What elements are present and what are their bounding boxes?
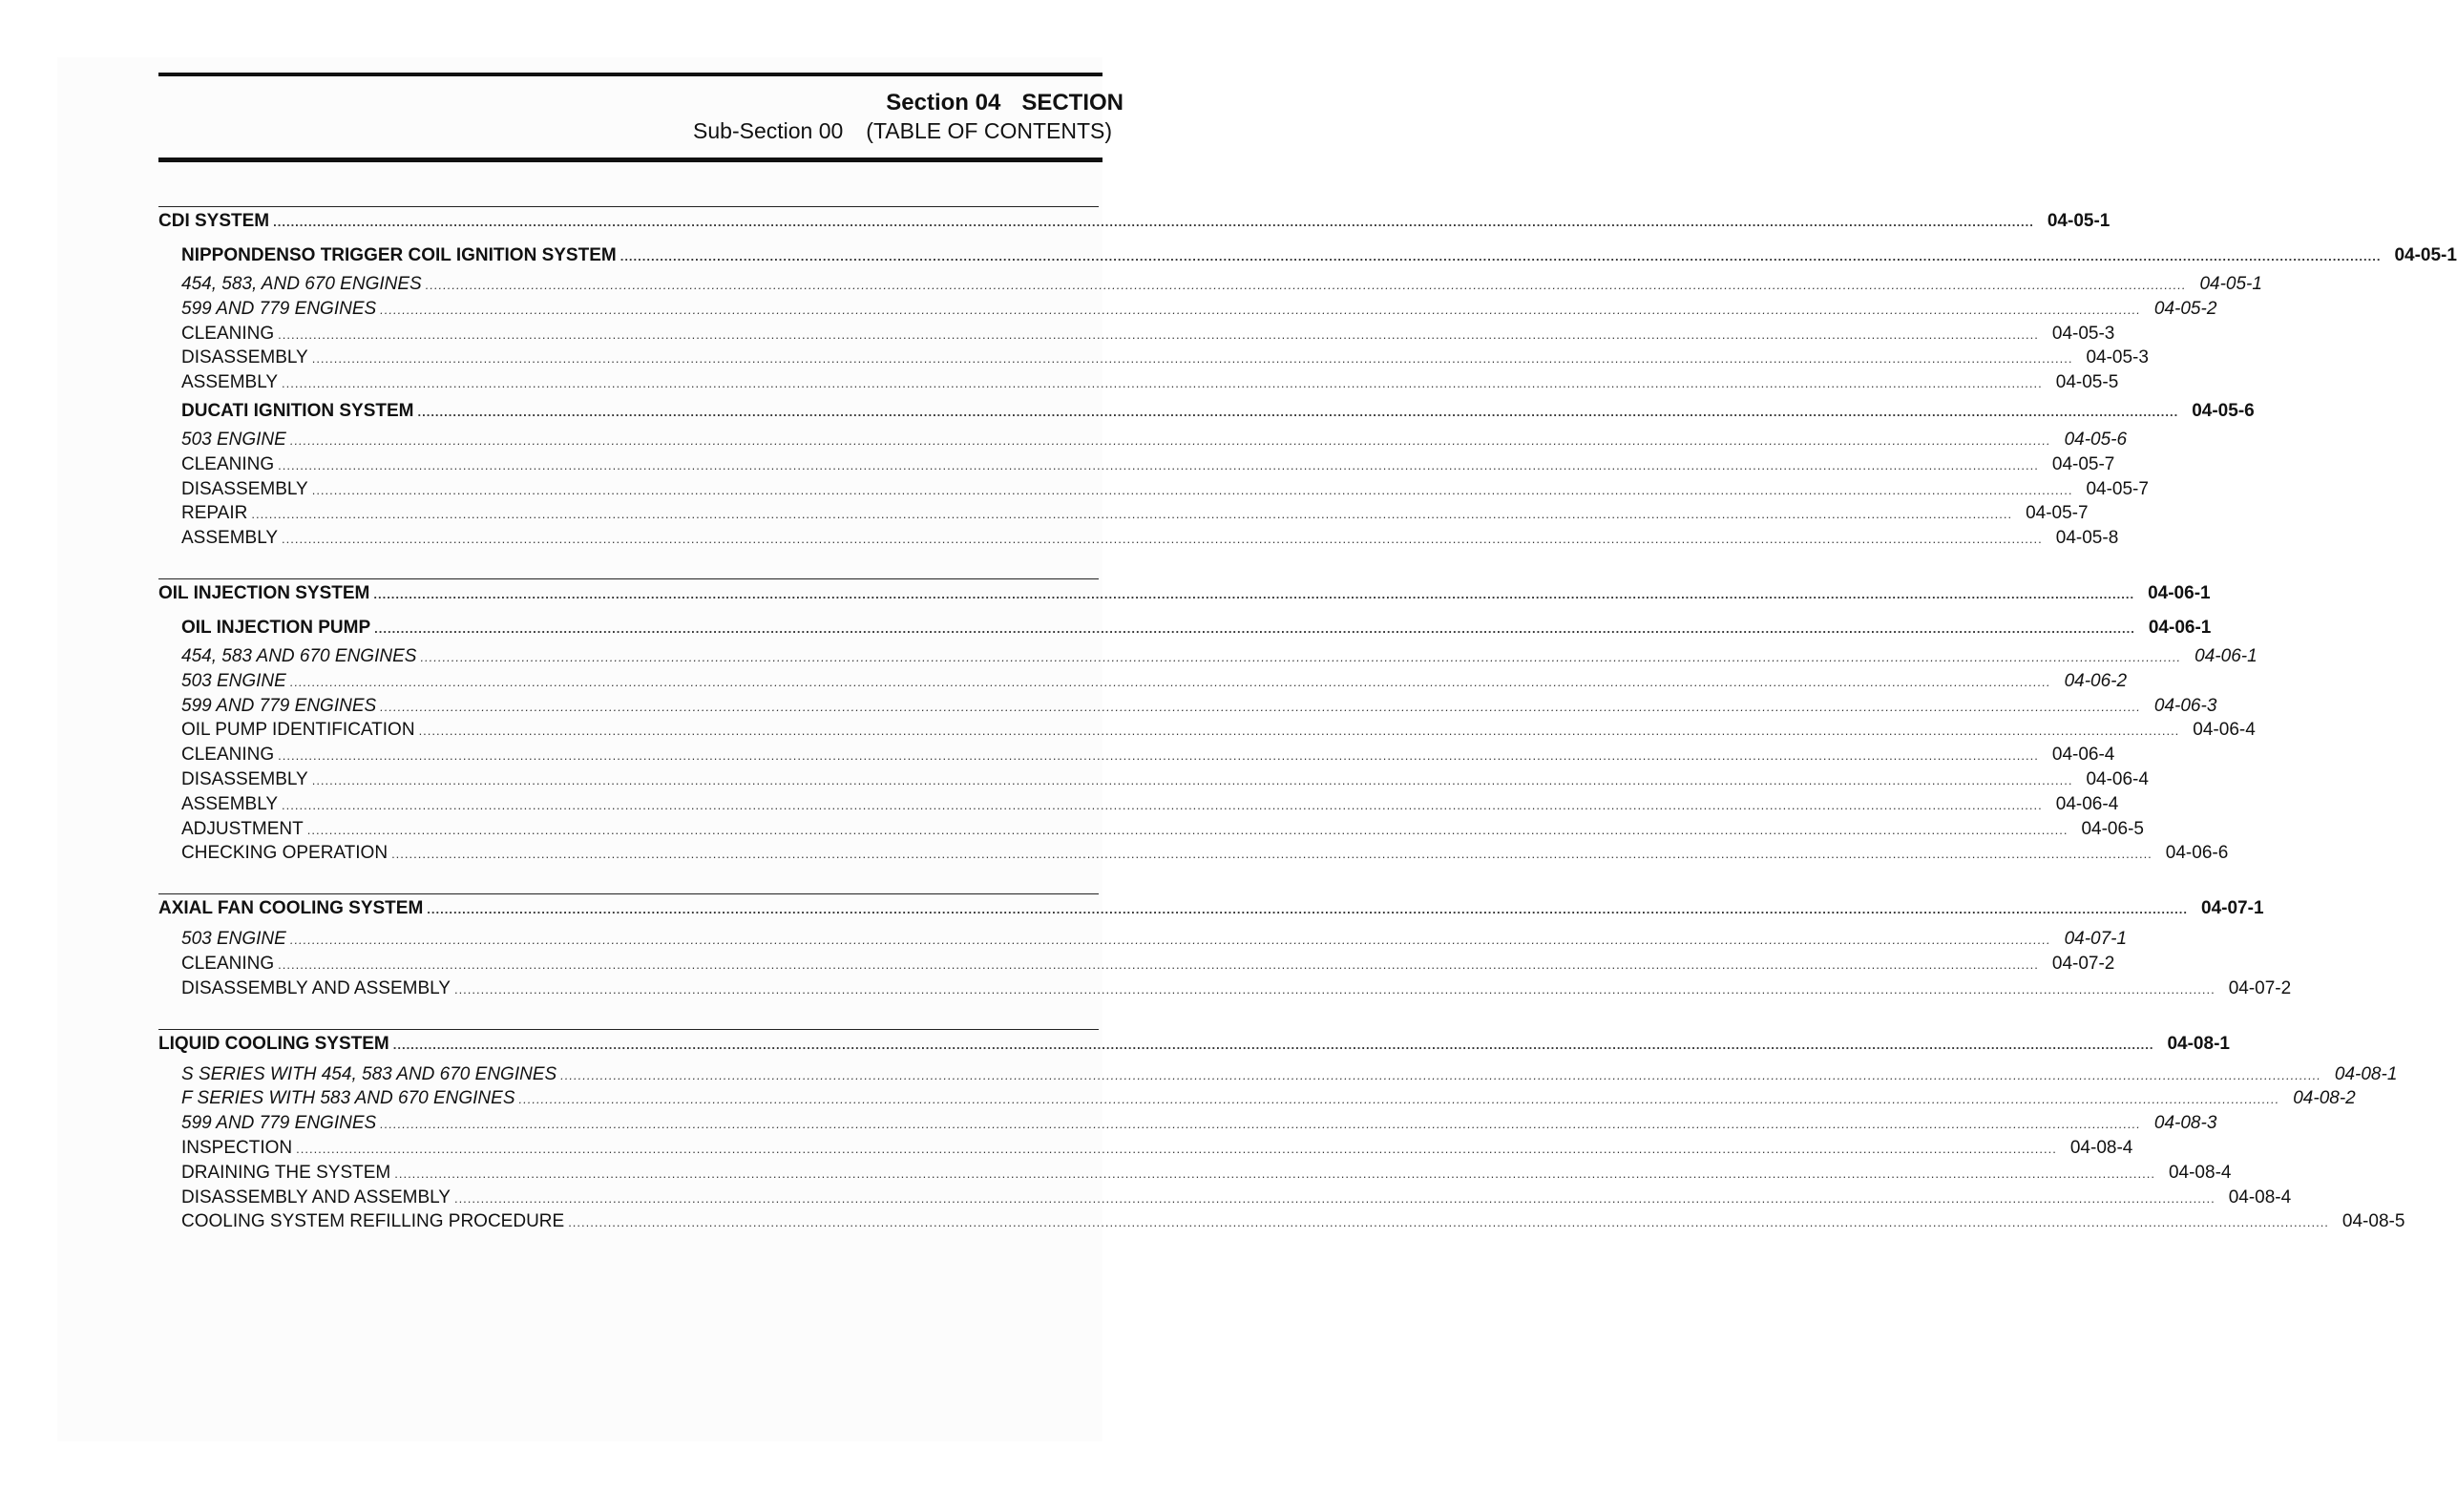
- toc-entry[interactable]: DISASSEMBLY AND ASSEMBLY ..... 04-08-4: [158, 1187, 1099, 1212]
- toc-group-axial-fan: [158, 893, 2292, 1002]
- toc-entry-oil-injection-pump[interactable]: OIL INJECTION PUMP ..... 04-06-1: [158, 618, 1099, 646]
- toc-entry-ducati[interactable]: DUCATI IGNITION SYSTEM ..... 04-05-6: [158, 401, 1099, 430]
- page-header: [477, 86, 1124, 153]
- toc-entry-oil-injection-system[interactable]: OIL INJECTION SYSTEM ..... 04-06-1: [158, 583, 1099, 614]
- toc-entry[interactable]: 599 AND 779 ENGINES ..... 04-05-2: [158, 299, 1099, 324]
- toc-group-cdi: [158, 206, 2457, 553]
- toc-entry[interactable]: ASSEMBLY ..... 04-05-8: [158, 528, 1099, 553]
- section-label: Section 04: [886, 90, 1001, 116]
- toc-entry[interactable]: DISASSEMBLY AND ASSEMBLY ..... 04-07-2: [158, 978, 1099, 1003]
- toc-entry-liquid-cooling-system[interactable]: LIQUID COOLING SYSTEM ..... 04-08-1: [158, 1034, 1099, 1064]
- toc-entry[interactable]: DISASSEMBLY ..... 04-06-4: [158, 769, 1099, 794]
- subsection-title: (TABLE OF CONTENTS): [866, 118, 1112, 143]
- toc-entry[interactable]: ADJUSTMENT ..... 04-06-5: [158, 819, 1099, 844]
- subsection-label: Sub-Section 00: [693, 118, 844, 143]
- toc-entry[interactable]: INSPECTION ..... 04-08-4: [158, 1138, 1099, 1163]
- toc-entry[interactable]: 599 AND 779 ENGINES ..... 04-08-3: [158, 1113, 1099, 1138]
- toc-entry-axial-fan-cooling-system[interactable]: AXIAL FAN COOLING SYSTEM ..... 04-07-1: [158, 898, 1099, 929]
- toc-entry[interactable]: COOLING SYSTEM REFILLING PROCEDURE ..... 04-08-5: [158, 1211, 1099, 1236]
- toc-group-liquid-cooling: [158, 1029, 2405, 1237]
- toc-entry[interactable]: 599 AND 779 ENGINES ..... 04-06-3: [158, 696, 1099, 721]
- toc-entry[interactable]: CLEANING ..... 04-05-7: [158, 454, 1099, 479]
- toc-entry[interactable]: 503 ENGINE ..... 04-05-6: [158, 430, 1099, 454]
- header-rule-bottom: [158, 158, 1102, 162]
- header-section-line: [886, 90, 1124, 116]
- toc-group-oil-injection: [158, 578, 2258, 868]
- header-subsection-line: [693, 118, 1112, 144]
- toc-entry[interactable]: 454, 583, AND 670 ENGINES ..... 04-05-1: [158, 274, 1099, 299]
- toc-entry-cdi-system[interactable]: CDI SYSTEM ..... 04-05-1: [158, 211, 1099, 242]
- toc-entry[interactable]: 454, 583 AND 670 ENGINES ..... 04-06-1: [158, 646, 1099, 671]
- toc-entry[interactable]: ASSEMBLY ..... 04-06-4: [158, 794, 1099, 819]
- table-of-contents: [158, 206, 2457, 1262]
- toc-entry[interactable]: 503 ENGINE ..... 04-06-2: [158, 671, 1099, 696]
- toc-entry-nippondenso[interactable]: NIPPONDENSO TRIGGER COIL IGNITION SYSTEM ..... 04-05-1: [158, 245, 1099, 274]
- toc-entry[interactable]: OIL PUMP IDENTIFICATION ..... 04-06-4: [158, 720, 1099, 745]
- toc-entry[interactable]: CLEANING ..... 04-06-4: [158, 745, 1099, 769]
- toc-entry[interactable]: ASSEMBLY ..... 04-05-5: [158, 372, 1099, 397]
- toc-entry[interactable]: 503 ENGINE ..... 04-07-1: [158, 929, 1099, 954]
- toc-entry[interactable]: CLEANING ..... 04-05-3: [158, 324, 1099, 348]
- section-title: SECTION: [1021, 90, 1124, 116]
- toc-entry[interactable]: DRAINING THE SYSTEM ..... 04-08-4: [158, 1163, 1099, 1187]
- toc-entry[interactable]: DISASSEMBLY ..... 04-05-3: [158, 347, 1099, 372]
- toc-entry[interactable]: CHECKING OPERATION ..... 04-06-6: [158, 843, 1099, 868]
- header-rule-top: [158, 73, 1102, 76]
- toc-entry[interactable]: F SERIES WITH 583 AND 670 ENGINES ..... 04-08-2: [158, 1088, 1099, 1113]
- toc-entry[interactable]: REPAIR ..... 04-05-7: [158, 503, 1099, 528]
- toc-entry[interactable]: CLEANING ..... 04-07-2: [158, 954, 1099, 978]
- toc-entry[interactable]: S SERIES WITH 454, 583 AND 670 ENGINES ..... 04-08-1: [158, 1064, 1099, 1089]
- toc-entry[interactable]: DISASSEMBLY ..... 04-05-7: [158, 479, 1099, 504]
